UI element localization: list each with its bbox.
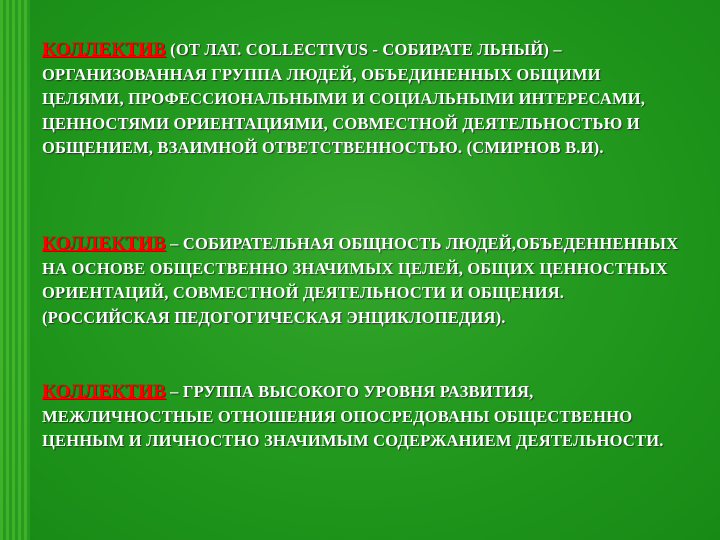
definition-term: КОЛЛЕКТИВ: [42, 233, 166, 254]
decorative-stripe-bar: [0, 0, 30, 540]
definition-1: [42, 38, 682, 161]
definition-term: КОЛЛЕКТИВ: [42, 381, 166, 402]
definition-term: КОЛЛЕКТИВ: [42, 39, 166, 60]
definition-2: [42, 232, 682, 330]
definition-text: (ОТ ЛАТ. COLLECTIVUS - СОБИРАТЕ ЛЬНЫЙ) – ОРГАНИЗОВАННАЯ ГРУППА ЛЮДЕЙ, ОБЪЕДИНЕННЫХ ОБЩИМИ ЦЕЛЯМИ, ПРОФЕССИОНАЛЬНЫМИ И СОЦИАЛЬНЫМИ ИНТЕРЕСАМИ, ЦЕННОСТЯМИ ОРИЕНТАЦИЯМИ, СОВМЕСТНОЙ ДЕЯТЕЛЬНОСТЬЮ И ОБЩЕНИЕМ, ВЗАИМНОЙ ОТВЕТСТВЕННОСТЬЮ. (СМИРНОВ В.И).: [42, 40, 646, 157]
definition-3: [42, 380, 682, 454]
definition-text: – ГРУППА ВЫСОКОГО УРОВНЯ РАЗВИТИЯ, МЕЖЛИЧНОСТНЫЕ ОТНОШЕНИЯ ОПОСРЕДОВАНЫ ОБЩЕСТВЕННО ЦЕННЫМ И ЛИЧНОСТНО ЗНАЧИМЫМ СОДЕРЖАНИЕМ ДЕЯТЕЛЬНОСТИ.: [42, 382, 664, 450]
definition-text: – СОБИРАТЕЛЬНАЯ ОБЩНОСТЬ ЛЮДЕЙ,ОБЪЕДЕННЕННЫХ НА ОСНОВЕ ОБЩЕСТВЕННО ЗНАЧИМЫХ ЦЕЛЕЙ, ОБЩИХ ЦЕННОСТНЫХ ОРИЕНТАЦИЙ, СОВМЕСТНОЙ ДЕЯТЕЛЬНОСТИ И ОБЩЕНИЯ. (РОССИЙСКАЯ ПЕДОГОГИЧЕСКАЯ ЭНЦИКЛОПЕДИЯ).: [42, 234, 679, 327]
